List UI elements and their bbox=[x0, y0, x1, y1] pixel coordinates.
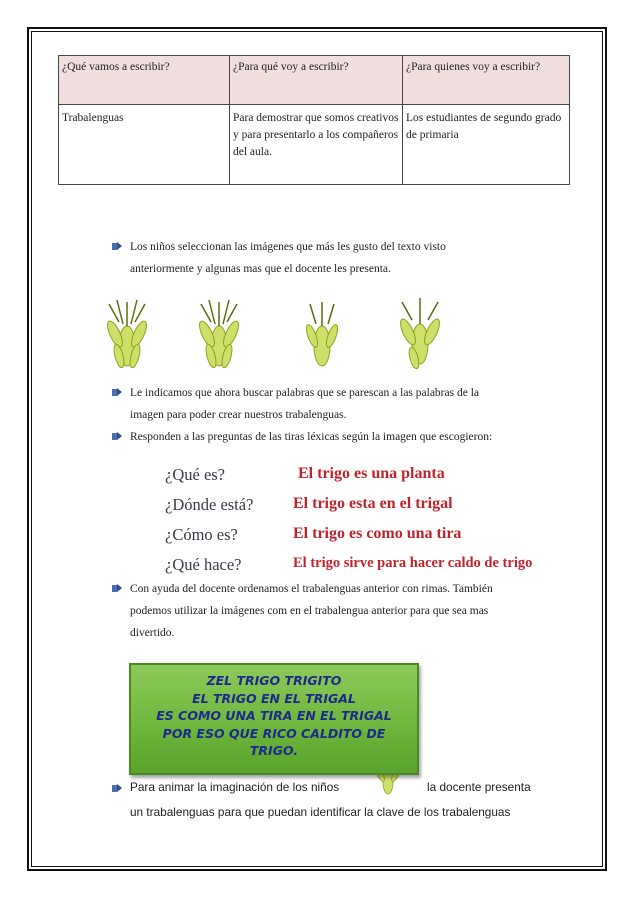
bottom-line-2: un trabalenguas para que puedan identificar la clave de los trabalenguas bbox=[130, 805, 511, 819]
arrow-bullet-icon bbox=[112, 584, 121, 593]
arrow-bullet-icon bbox=[112, 784, 121, 793]
table-header-row bbox=[59, 56, 570, 105]
answer-text: El trigo es una planta bbox=[298, 465, 445, 482]
bottom-line-left: Para animar la imaginación de los niños bbox=[130, 780, 340, 794]
question-text: ¿Qué hace? bbox=[165, 555, 242, 574]
arrow-bullet-icon bbox=[112, 432, 121, 441]
bullet-text: imagen para poder crear nuestros trabalenguas. bbox=[130, 409, 347, 421]
tongue-twister-line: POR ESO QUE RICO CALDITO DE bbox=[162, 725, 386, 741]
table-header-cell: ¿Para quienes voy a escribir? bbox=[403, 56, 570, 105]
table-cell: Los estudiantes de segundo grado de primaria bbox=[403, 105, 570, 185]
bullet-item bbox=[112, 578, 542, 644]
tongue-twister-line: EL TRIGO EN EL TRIGAL bbox=[192, 690, 356, 706]
qa-row bbox=[165, 495, 585, 523]
bullet-text: anteriormente y algunas mas que el docente les presenta. bbox=[130, 263, 391, 275]
bullet-text: divertido. bbox=[130, 627, 175, 639]
wheat-image bbox=[189, 296, 249, 374]
answer-text: El trigo esta en el trigal bbox=[293, 495, 453, 512]
wheat-images bbox=[97, 296, 457, 376]
wheat-image bbox=[292, 296, 352, 374]
table-row bbox=[59, 105, 570, 185]
qa-row bbox=[165, 465, 585, 493]
question-text: ¿Qué es? bbox=[165, 465, 226, 484]
bullet-text: Le indicamos que ahora buscar palabras que se parescan a las palabras de la bbox=[130, 387, 479, 399]
table-header-cell: ¿Qué vamos a escribir? bbox=[59, 56, 230, 105]
question-text: ¿Dónde está? bbox=[165, 495, 254, 514]
answer-text: El trigo es como una tira bbox=[293, 525, 462, 542]
bullet-text: podemos utilizar la imágenes com en el trabalengua anterior para que sea mas bbox=[130, 605, 489, 617]
tongue-twister-box bbox=[129, 663, 419, 775]
arrow-bullet-icon bbox=[112, 242, 121, 251]
bullet-item bbox=[112, 236, 542, 280]
writing-plan-table bbox=[58, 55, 570, 185]
answer-text: El trigo sirve para hacer caldo de trigo bbox=[293, 555, 533, 571]
bullet-text: Responden a las preguntas de las tiras léxicas según la imagen que escogieron: bbox=[130, 431, 493, 443]
bottom-line-right: la docente presenta bbox=[427, 780, 531, 794]
tongue-twister-line: ZEL TRIGO TRIGITO bbox=[206, 673, 342, 688]
arrow-bullet-icon bbox=[112, 388, 121, 397]
bullet-text: Con ayuda del docente ordenamos el trabalenguas anterior con rimas. También bbox=[130, 583, 493, 595]
bullet-text: Los niños seleccionan las imágenes que más les gusto del texto visto bbox=[130, 241, 446, 253]
table-cell: Para demostrar que somos creativos y para presentarlo a los compañeros del aula. bbox=[230, 105, 403, 185]
table-header-cell: ¿Para qué voy a escribir? bbox=[230, 56, 403, 105]
wheat-image bbox=[97, 296, 157, 374]
qa-row bbox=[165, 525, 585, 553]
question-text: ¿Cómo es? bbox=[165, 525, 238, 544]
wheat-image bbox=[390, 296, 450, 374]
tongue-twister-line: TRIGO. bbox=[249, 743, 299, 758]
bullet-item bbox=[112, 382, 542, 426]
tongue-twister-line: ES COMO UNA TIRA EN EL TRIGAL bbox=[156, 708, 392, 723]
table-cell: Trabalenguas bbox=[59, 105, 230, 185]
bullet-item bbox=[112, 426, 542, 448]
